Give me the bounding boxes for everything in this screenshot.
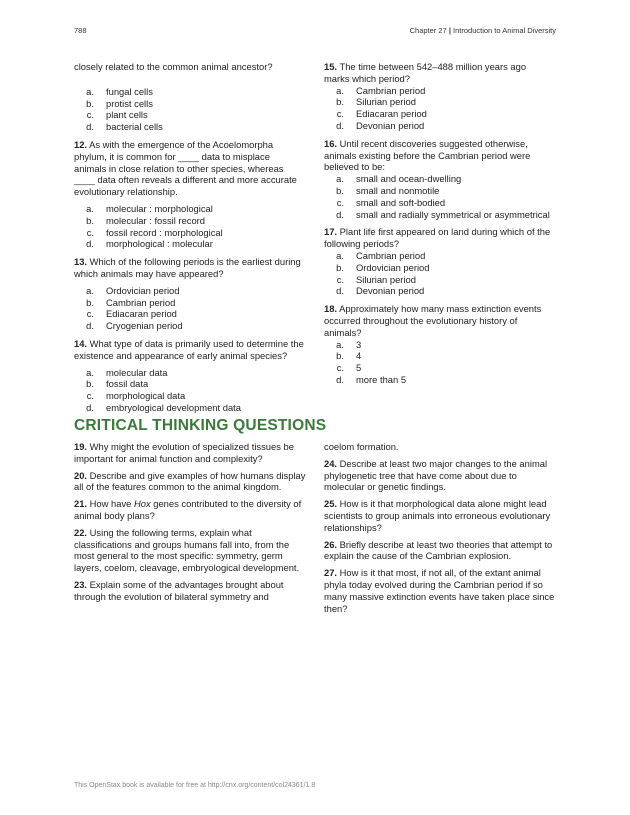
section-title-critical-thinking: CRITICAL THINKING QUESTIONS <box>74 417 327 434</box>
question-27: 27. How is it that most, if not all, of the extant animal phyla today evolved during the Cambrian period if so many massive extinction events have taken place since then? <box>324 567 555 614</box>
option-item: a. molecular data <box>86 366 168 378</box>
question-23-tail: coelom formation. <box>324 441 399 452</box>
page-number: 788 <box>74 26 87 35</box>
question-14: 14. What type of data is primarily used to determine the existence and appearance of early animal species? <box>74 337 304 361</box>
option-item: c. plant cells <box>86 109 148 121</box>
right-column <box>324 61 554 392</box>
option-item: a. small and ocean-dwelling <box>336 173 462 185</box>
question-18-options <box>324 339 554 386</box>
option-item: a. 3 <box>336 338 362 350</box>
option-item: b. Silurian period <box>336 96 416 108</box>
option-item: b. fossil data <box>86 378 149 390</box>
question-11-options <box>74 86 304 133</box>
question-25: 25. How is it that morphological data alone might lead scientists to group animals into erroneous evolutionary relationships? <box>324 498 551 533</box>
option-item: b. small and nonmotile <box>336 184 440 196</box>
question-13: 13. Which of the following periods is the earliest during which animals may have appeared? <box>74 256 301 279</box>
option-item: a. Cambrian period <box>336 84 426 96</box>
option-item: c. 5 <box>336 362 362 374</box>
option-item: b. Cambrian period <box>86 296 176 308</box>
critical-thinking-right-column <box>324 441 556 619</box>
option-item: d. embryological development data <box>86 401 241 413</box>
question-11-tail: closely related to the common animal ancestor? <box>74 61 273 72</box>
option-item: d. small and radially symmetrical or asymmetrical <box>336 208 550 220</box>
critical-thinking-left-column <box>74 441 306 608</box>
footer-note: This OpenStax book is available for free at http://cnx.org/content/col24361/1.8 <box>74 782 316 789</box>
question-19: 19. Why might the evolution of specialized tissues be important for animal function and complexity? <box>74 441 294 464</box>
question-24: 24. Describe at least two major changes to the animal phylogenetic tree that have come about due to molecular or genetic findings. <box>324 457 548 493</box>
option-item: d. more than 5 <box>336 373 407 385</box>
running-header <box>410 26 556 35</box>
option-item: d. Devonian period <box>336 285 425 297</box>
question-17-options <box>324 250 554 297</box>
question-22: 22. Using the following terms, explain what classifications and groups humans fall into, from the most general to the most specific: symmetry, germ layers, coelom, cleavage, embryological development. <box>74 526 300 574</box>
option-item: a. Ordovician period <box>86 284 180 296</box>
question-16: 16. Until recent discoveries suggested otherwise, animals existing before the Cambrian period were believed to be: <box>324 137 531 173</box>
option-item: a. molecular : morphological <box>86 202 213 214</box>
option-item: d. bacterial cells <box>86 121 163 133</box>
option-item: d. Cryogenian period <box>86 320 183 332</box>
question-13-options <box>74 285 304 332</box>
option-item: a. fungal cells <box>86 85 153 97</box>
question-14-options <box>74 367 304 414</box>
option-item: b. protist cells <box>86 97 153 109</box>
question-23: 23. Explain some of the advantages brought about through the evolution of bilateral symmetry and <box>74 578 284 602</box>
option-item: c. Silurian period <box>336 273 416 285</box>
option-item: b. molecular : fossil record <box>86 214 205 226</box>
question-12: 12. As with the emergence of the Acoelomorpha phylum, it is common for ____ data to misplace animals in close relation to other species, whereas ____ data often reveals a different and more accurate evolutionary relationship. <box>74 138 297 198</box>
question-20: 20. Describe and give examples of how humans display all of the features common to the animal kingdom. <box>74 469 306 493</box>
option-item: a. Cambrian period <box>336 249 426 261</box>
question-12-options <box>74 203 304 250</box>
question-17: 17. Plant life first appeared on land during which of the following periods? <box>324 226 551 250</box>
option-item: d. Devonian period <box>336 119 425 131</box>
option-item: b. 4 <box>336 350 362 362</box>
option-item: b. Ordovician period <box>336 261 430 273</box>
left-column <box>74 61 304 420</box>
question-15-options <box>324 85 554 132</box>
option-item: c. fossil record : morphological <box>86 226 223 238</box>
question-21: 21. How have Hox genes contributed to the diversity of animal body plans? <box>74 498 302 521</box>
header-separator: | <box>448 26 451 35</box>
option-item: c. Ediacaran period <box>86 308 177 320</box>
option-item: c. morphological data <box>86 390 186 402</box>
question-15: 15. The time between 542–488 million years ago marks which period? <box>324 61 527 84</box>
option-item: c. small and soft-bodied <box>336 196 446 208</box>
chapter-label: Chapter 27 <box>409 26 447 35</box>
question-18: 18. Approximately how many mass extinction events occurred throughout the evolutionary history of animals? <box>324 303 542 338</box>
option-item: d. morphological : molecular <box>86 238 213 250</box>
question-26: 26. Briefly describe at least two theories that attempt to explain the cause of the Cambrian explosion. <box>324 538 553 562</box>
option-item: c. Ediacaran period <box>336 108 427 120</box>
question-16-options <box>324 173 554 220</box>
chapter-title: Introduction to Animal Diversity <box>453 26 556 35</box>
